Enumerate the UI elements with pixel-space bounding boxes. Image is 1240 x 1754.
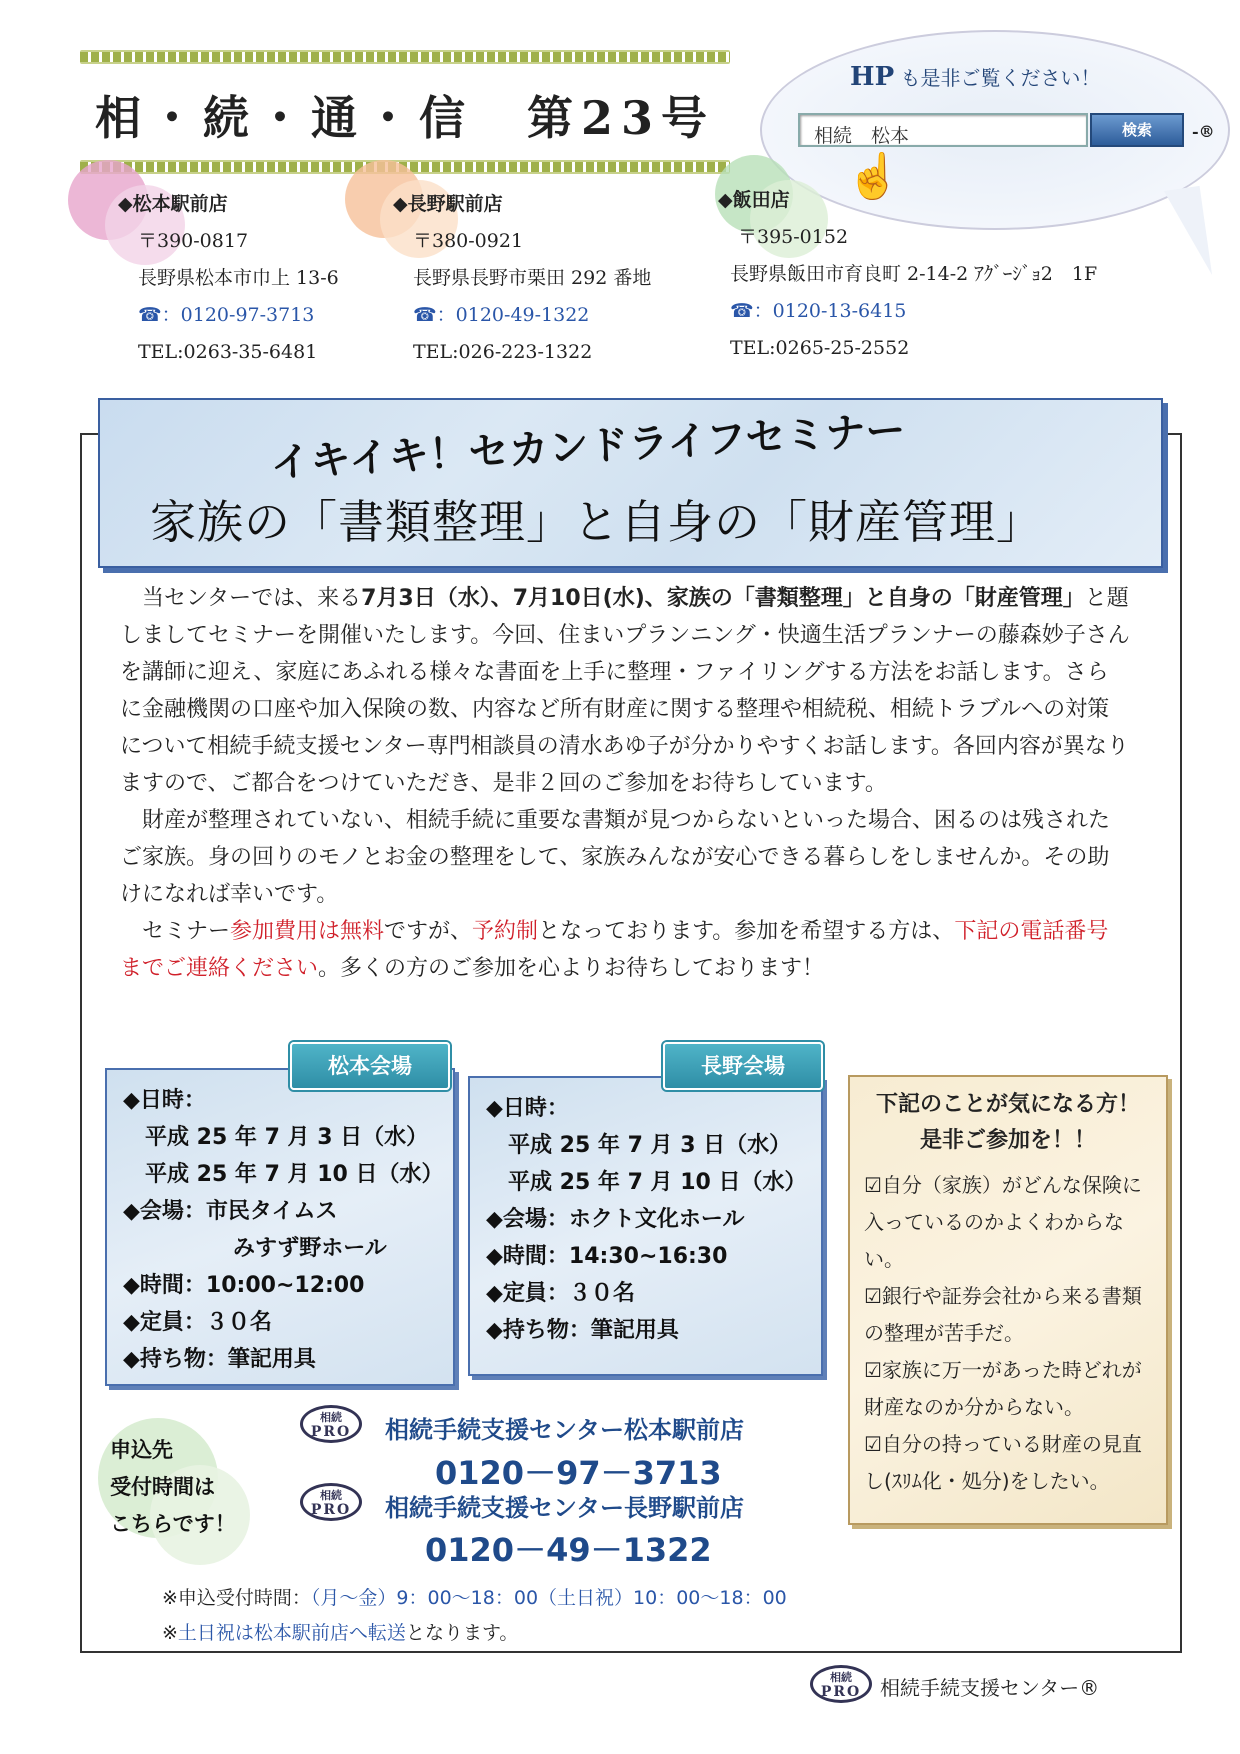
store-postal: 〒380-0921	[413, 230, 524, 252]
store-address: 長野県松本市巾上 13-6	[138, 267, 339, 289]
hp-caption	[850, 62, 1100, 92]
reservation-highlight: 予約制	[472, 919, 539, 944]
store-name: ◆飯田店	[718, 189, 790, 211]
text: 。多くの方のご参加を心よりお待ちしております！	[318, 956, 825, 981]
logo-text: PRO	[310, 1424, 352, 1440]
apply-line: 申込先	[110, 1438, 173, 1462]
seminar-description	[120, 580, 1130, 987]
venue-box-matsumoto	[105, 1068, 455, 1386]
venue-capacity: ◆定員：３０名	[486, 1281, 635, 1306]
store-free-dial: ☎：0120-13-6415	[730, 300, 907, 322]
store-tel: TEL:0265-25-2552	[730, 337, 910, 359]
store-address: 長野県飯田市育良町 2-14-2 ｱｸﾞｰｼﾞｮ2 1F	[730, 263, 1098, 285]
contact-name-nagano: 相続手続支援センター長野駅前店	[385, 1494, 745, 1522]
contact-name-matsumoto: 相続手続支援センター松本駅前店	[385, 1416, 745, 1444]
venue-place	[123, 1193, 437, 1230]
contact-phone-matsumoto[interactable]: 0120－97－3713	[435, 1454, 722, 1492]
transfer-highlight: 土日祝は松本駅前店へ転送	[177, 1622, 406, 1644]
paragraph-1	[120, 580, 1130, 802]
contact-phone-nagano[interactable]: 0120－49－1322	[425, 1531, 712, 1569]
contact-highlight: 下記の電話番号までご連絡ください	[120, 919, 1109, 981]
checklist-box	[848, 1075, 1168, 1525]
venue-box-nagano	[468, 1076, 823, 1376]
store-name: ◆長野駅前店	[393, 193, 503, 215]
venue-tab-nagano: 長野会場	[663, 1042, 823, 1090]
text: となります。	[405, 1622, 519, 1644]
pointing-hand-icon: ☝	[846, 151, 901, 202]
logo-text: PRO	[820, 1684, 862, 1700]
paragraph-3	[120, 913, 1130, 987]
newsletter-title: 相・続・通・信 第23号	[95, 91, 716, 145]
venue-date: 平成 25 年 7 月 3 日（水）	[145, 1125, 429, 1150]
store-iida	[718, 182, 1097, 367]
store-address: 長野県長野市栗田 292 番地	[413, 267, 652, 289]
apply-line: 受付時間は	[110, 1475, 215, 1499]
checklist-item: ☑自分の持っている財産の見直し(ｽﾘﾑ化・処分)をしたい。	[864, 1432, 1142, 1493]
pro-logo	[300, 1483, 362, 1521]
logo-text: 相続	[320, 1489, 342, 1502]
venue-time: ◆時間：14:30~16:30	[486, 1244, 728, 1269]
free-fee-highlight: 参加費用は無料	[230, 919, 385, 944]
venue-tab-matsumoto: 松本会場	[290, 1042, 450, 1090]
checklist-item: ☑家族に万一があった時どれが財産なのか分からない。	[864, 1358, 1142, 1419]
store-matsumoto	[118, 186, 339, 371]
transfer-note	[162, 1618, 518, 1645]
logo-text: 相続	[320, 1411, 342, 1424]
store-free-dial: ☎：0120-97-3713	[138, 304, 315, 326]
venue-date: 平成 25 年 7 月 10 日（水）	[145, 1162, 444, 1187]
checklist-item: ☑銀行や証券会社から来る書類の整理が苦手だ。	[864, 1284, 1142, 1345]
store-tel: TEL:026-223-1322	[413, 341, 593, 363]
search-input[interactable]: 相続 松本	[798, 113, 1088, 147]
venue-place-name-2: みすず野ホール	[233, 1236, 387, 1261]
venue-date: 平成 25 年 7 月 10 日（水）	[508, 1170, 807, 1195]
registered-mark: -®	[1192, 122, 1215, 141]
logo-text: PRO	[310, 1502, 352, 1518]
text: となっております。参加を希望する方は、	[538, 919, 955, 944]
logo-text: 相続	[830, 1671, 852, 1684]
store-tel: TEL:0263-35-6481	[138, 341, 318, 363]
banner-title: 家族の「書類整理」と自身の「財産管理」	[150, 495, 1043, 549]
checklist-heading: 下記のことが気になる方！	[875, 1092, 1140, 1117]
venue-capacity: ◆定員：３０名	[123, 1310, 272, 1335]
text: と題しましてセミナーを開催いたします。今回、住まいプランニング・快適生活プランナーの藤森妙子さんを講師に迎え、家庭にあふれる様々な書面を上手に整理・ファイリングする方法をお話します。さらに金融機関の口座や加入保険の数、内容など所有財産に関する整理や相続税、相続トラブルへの対策について相続手続支援センター専門相談員の清水あゆ子が分かりやすくお話します。各回内容が異なりますので、ご都合をつけていただき、是非２回のご参加をお待ちしています。	[120, 586, 1130, 796]
hp-label: HP	[850, 62, 895, 92]
venue-place-name: ホクト文化ホール	[568, 1207, 745, 1232]
store-free-dial: ☎：0120-49-1322	[413, 304, 590, 326]
venue-place-label: ◆会場：	[486, 1207, 569, 1232]
checklist-item: ☑自分（家族）がどんな保険に入っているのかよくわからない。	[864, 1173, 1142, 1271]
text: 当センターでは、来る	[142, 586, 362, 611]
hours-label: ※申込受付時間：	[162, 1587, 311, 1609]
venue-bring: ◆持ち物：筆記用具	[123, 1347, 316, 1372]
store-postal: 〒390-0817	[138, 230, 249, 252]
checklist-subheading: 是非ご参加を！！	[919, 1128, 1096, 1153]
venue-time: ◆時間：10:00~12:00	[123, 1273, 365, 1298]
store-postal: 〒395-0152	[738, 226, 849, 248]
hours-value: （月～金）9：00～18：00（土日祝）10：00～18：00	[310, 1587, 787, 1609]
apply-label	[110, 1432, 255, 1543]
store-nagano	[393, 186, 651, 371]
venue-date: 平成 25 年 7 月 3 日（水）	[508, 1133, 792, 1158]
header-dot-border-top	[80, 50, 730, 64]
footer-pro-logo	[810, 1665, 872, 1703]
search-button[interactable]: 検索	[1090, 113, 1184, 147]
banner-subtitle: イキイキ！セカンドライフセミナー	[269, 407, 907, 487]
footer-org-name: 相続手続支援センター®	[880, 1676, 1100, 1700]
text: セミナー	[142, 919, 231, 944]
venue-date-label: ◆日時：	[123, 1088, 206, 1113]
venue-place-name: 市民タイムス	[205, 1199, 338, 1224]
hp-caption-text: も是非ご覧ください！	[894, 66, 1101, 90]
venue-date-label: ◆日時：	[486, 1096, 569, 1121]
paragraph-2: 財産が整理されていない、相続手続に重要な書類が見つからないといった場合、困るのは残されたご家族。身の回りのモノとお金の整理をして、家族みんなが安心できる暮らしをしませんか。その助けになれば幸いです。	[120, 808, 1111, 907]
apply-line: こちらです！	[110, 1512, 236, 1536]
store-name: ◆松本駅前店	[118, 193, 228, 215]
venue-place	[486, 1201, 805, 1238]
text: ですが、	[384, 919, 473, 944]
speech-bubble-tail	[1164, 186, 1212, 280]
text: ※	[162, 1622, 178, 1644]
seminar-dates-bold: 7月3日（水）、7月10日(水)、家族の「書類整理」と自身の「財産管理」	[361, 586, 1085, 611]
hours-note	[162, 1583, 787, 1610]
pro-logo	[300, 1405, 362, 1443]
venue-place-label: ◆会場：	[123, 1199, 206, 1224]
venue-bring: ◆持ち物：筆記用具	[486, 1318, 679, 1343]
